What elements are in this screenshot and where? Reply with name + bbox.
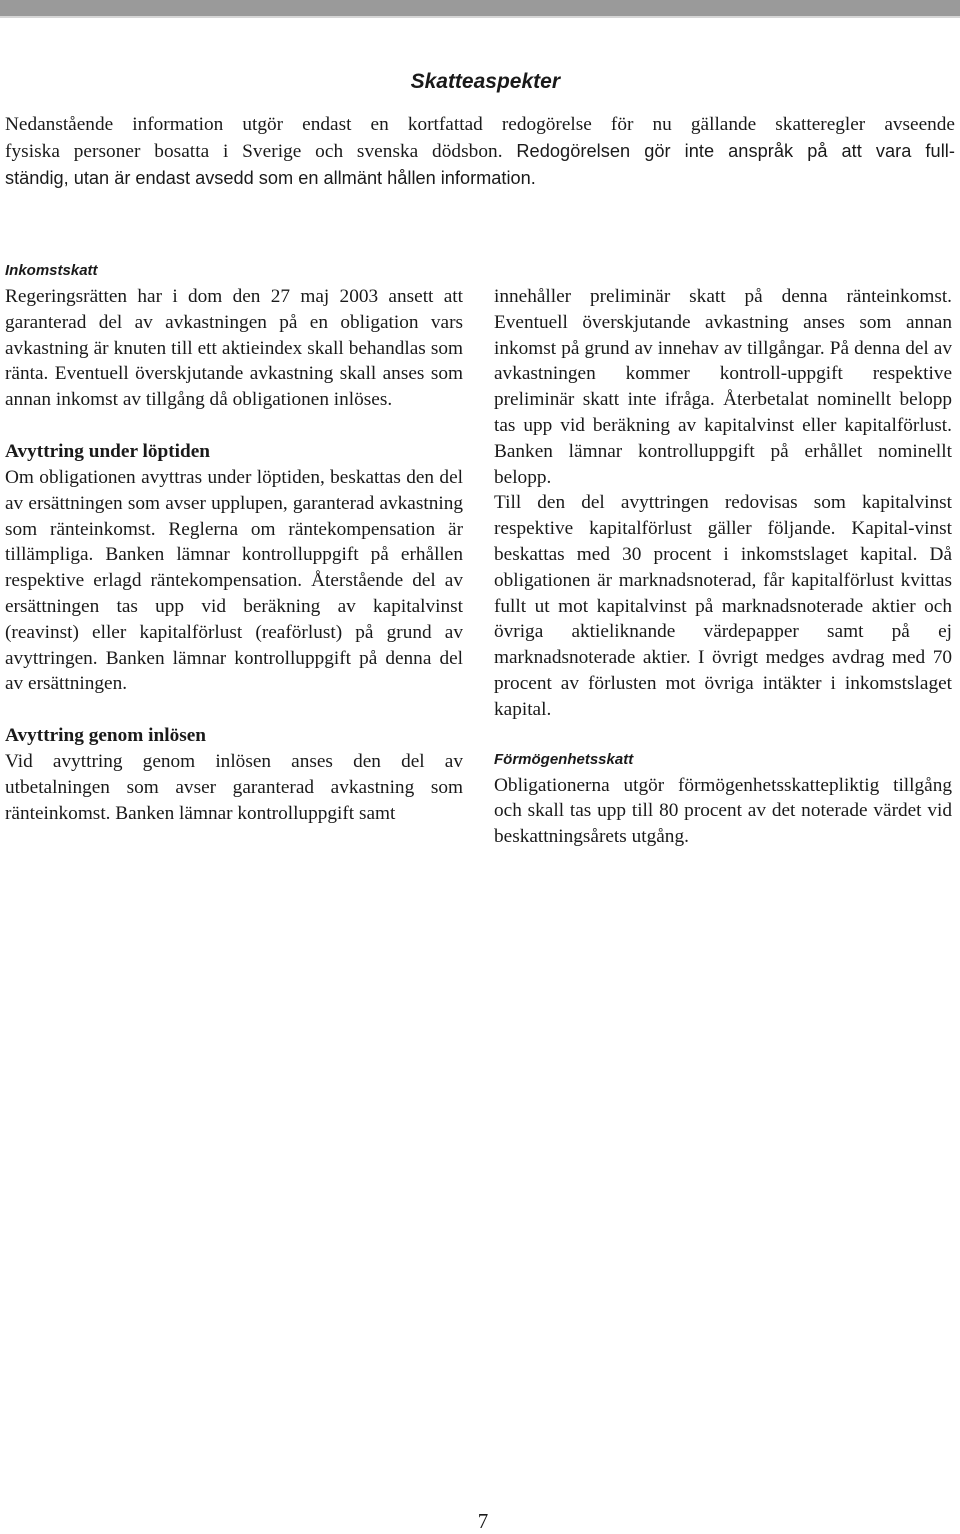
- paragraph-formogenhetsskatt: Obligationerna utgör förmögenhetsskattepliktig tillgång och skall tas upp till 80 procent av det noterade värdet vid beskattningsårets utgång.: [494, 774, 952, 848]
- intro-line-2-serif: fysiska personer bosatta i Sverige och svenska dödsbon.: [5, 141, 517, 162]
- page-number: [0, 1508, 960, 1534]
- header-divider: [0, 16, 960, 18]
- intro-line-1: Nedanstående information utgör endast en kortfattad redogörelse för nu gällande skatteregler avseende: [5, 114, 955, 135]
- spacer: [5, 697, 463, 723]
- page-title: Skatteaspekter: [410, 70, 560, 93]
- spacer: [5, 413, 463, 439]
- spacer: [494, 723, 952, 747]
- intro-line-3: ständig, utan är endast avsedd som en allmänt hållen information.: [5, 168, 536, 188]
- paragraph-inkomstskatt: Regeringsrätten har i dom den 27 maj 2003 ansett att garanterad del av avkastningen på en obligation vars avkastning är knuten till ett aktieindex skall behandlas som ränta. Eventuell överskjutande avkastning skall anses som annan inkomst av tillgång då obligationen inlöses.: [5, 286, 463, 411]
- paragraph-avyttring-inlosen: Vid avyttring genom inlösen anses den del av utbetalningen som avser garanterad avkastning som ränteinkomst. Banken lämnar kontrolluppgift samt: [5, 751, 463, 824]
- heading-inkomstskatt: Inkomstskatt: [5, 262, 98, 279]
- page-number-value: 7: [477, 1509, 489, 1533]
- intro-line-2-sans: Redogörelsen gör inte anspråk på att vara full-: [516, 141, 955, 161]
- paragraph-continuation: innehåller preliminär skatt på denna ränteinkomst. Eventuell överskjutande avkastning anses som annan inkomst på grund av innehav av tillgångar. På denna del av avkastningen kommer kontroll-uppgift respektive preliminär skatt inte ifråga. Återbetalat nominellt belopp tas upp vid beräkning av kapitalvinst eller kapitalförlust. Banken lämnar kontrolluppgift på erhållet nominellt belopp.: [494, 286, 952, 488]
- heading-formogenhetsskatt: Förmögenhetsskatt: [494, 750, 634, 768]
- paragraph-kapitalvinst: Till den del avyttringen redovisas som kapitalvinst respektive kapitalförlust gäller följande. Kapital-vinst beskattas med 30 procent i inkomstslaget kapital. Då obligationen är marknadsnoterad, får kapitalförlust kvittas fullt ut mot kapitalvinst på marknadsnoterade aktier och övriga aktieliknande värdepapper samt på ej marknadsnoterade aktier. I övrigt medges avdrag med 70 procent av förlusten mot övriga intäkter i inkomstslaget kapital.: [494, 492, 952, 720]
- intro-paragraph: [5, 112, 955, 191]
- right-column: [494, 284, 952, 850]
- intro-line-2: [5, 138, 955, 165]
- paragraph-avyttring-loptiden: Om obligationen avyttras under löptiden, beskattas den del av ersättningen som avser upplupen, garanterad avkastning som ränteinkomst. Reglerna om räntekompensation är tillämpliga. Banken lämnar kontrolluppgift på erhållen respektive erlagd räntekompensation. Återstående del av ersättningen tas upp vid beräkning av kapitalvinst (reavinst) eller kapitalförlust (reaförlust) på grund av avyttringen. Banken lämnar kontrolluppgift på denna del av ersättningen.: [5, 466, 463, 695]
- heading-avyttring-loptiden: Avyttring under löptiden: [5, 440, 210, 462]
- header-bar: [0, 0, 960, 16]
- left-column: [5, 258, 463, 827]
- heading-avyttring-inlosen: Avyttring genom inlösen: [5, 725, 207, 747]
